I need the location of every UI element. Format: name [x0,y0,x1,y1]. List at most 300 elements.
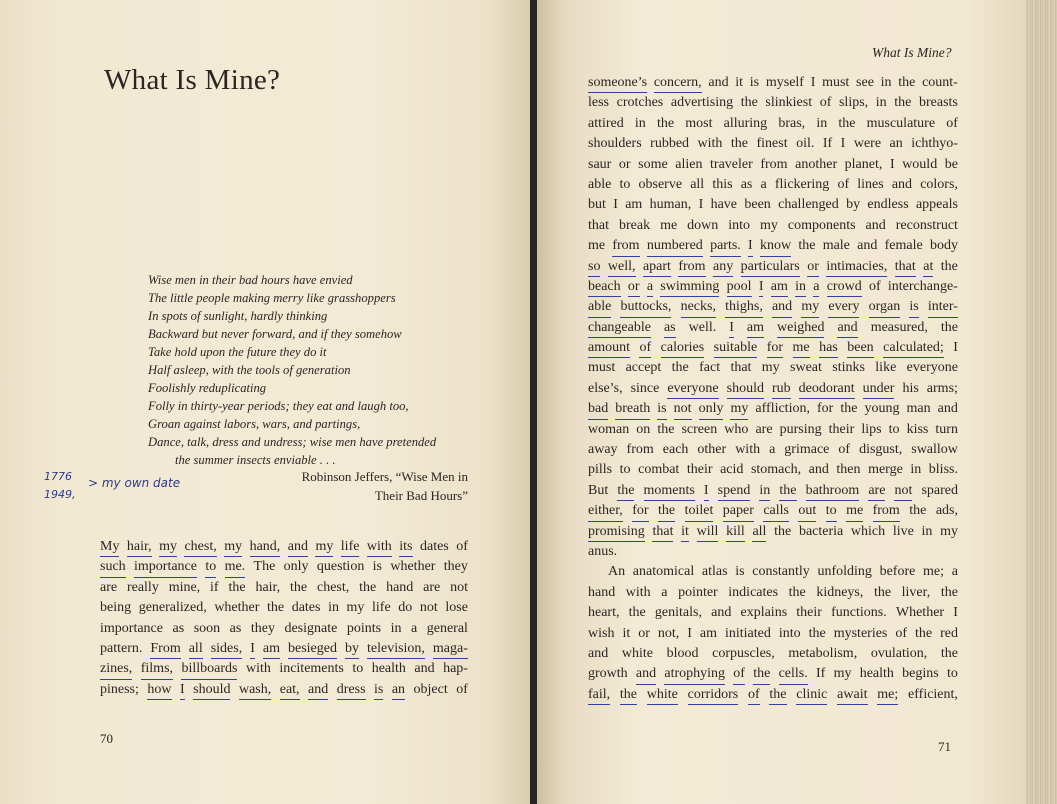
word: anus. [588,543,618,559]
word: the [617,481,634,501]
word: to [946,666,958,682]
text-line [588,420,958,440]
word: spend [718,481,751,501]
word: well. [688,319,717,335]
word: I [759,277,764,297]
word: of [456,539,468,554]
word: endless [867,197,909,213]
word: I [250,639,255,659]
word: bathroom [806,481,860,501]
word: bacteria [798,523,844,539]
word: the [267,600,285,616]
text-line [588,685,958,705]
word: designate [284,620,338,636]
word: I [748,236,753,256]
word: life [341,537,360,557]
word: amount [588,338,630,358]
word: slips, [838,95,869,111]
word: points [346,620,382,636]
word: less [588,95,609,111]
word: merge [868,462,903,478]
word: planet, [844,156,883,172]
word: me [660,217,678,233]
text-line [588,175,958,195]
word: to [352,661,364,677]
word: red [940,625,958,641]
word: or [638,625,650,641]
word: me [793,338,810,358]
text-line [588,583,958,603]
word: with [367,537,392,557]
word: fail, [588,685,610,705]
word: male [822,238,850,254]
word: whether [214,600,260,616]
word: musculature [866,115,936,131]
word: not [894,481,912,501]
word: constantly [752,564,810,580]
word: piness; [100,681,139,697]
word: apart [643,257,671,277]
word: pointer [678,584,718,600]
word: who [724,421,749,437]
word: another [795,156,838,172]
word: explains [740,605,788,621]
page-edges [1026,0,1057,804]
word: the [940,584,958,600]
word: all [752,522,766,542]
word: importance [134,557,197,577]
word: to [888,421,900,437]
text-line [588,114,958,134]
word: would [902,156,938,172]
word: inter- [928,297,958,317]
word: since [630,380,660,396]
word: away [588,442,618,458]
word: an [889,136,903,152]
word: each [662,442,689,458]
word: breath [615,399,650,419]
word: to [619,176,631,192]
word: and [711,605,732,621]
word: they [443,559,468,575]
word: alluring [723,115,768,131]
word: of [456,681,468,697]
word: atlas [701,564,728,580]
word: like [875,360,897,376]
text-line [588,93,958,113]
word: soon [193,620,221,636]
word: besieged [288,639,337,659]
word: of [837,176,850,192]
text-line [588,603,958,623]
word: my [315,537,333,557]
word: me. [225,557,246,577]
word: intimacies, [826,257,887,277]
word: pattern. [100,640,143,656]
word: am [263,639,280,659]
word: paper [723,501,754,521]
page-number-left: 70 [100,731,113,746]
word: the [228,579,246,595]
word: at [923,257,933,277]
word: the [838,115,856,131]
epigraph-poem [148,271,478,469]
word: swallow [911,442,958,458]
word: all [189,639,203,659]
word: it [735,75,744,90]
word: break [618,217,651,233]
word: they [250,620,275,636]
word: breasts [919,95,958,111]
word: the [788,584,806,600]
text-line [588,358,958,378]
word: have [710,197,738,213]
word: importance [100,620,163,636]
word: out [798,501,816,521]
word: corpuscles, [712,645,775,661]
word: else’s, [588,380,623,396]
word: An [608,564,626,580]
word: able [588,297,611,317]
text-line [100,659,468,679]
word: for [767,338,783,358]
epigraph-line: Half asleep, with the tools of generation [148,363,351,377]
word: But [588,482,609,498]
right-body-text [588,73,958,705]
epigraph-line: Foolishly reduplicating [148,381,267,395]
word: necks, [681,297,716,317]
word: being [100,600,132,616]
word: the [798,238,816,254]
word: of [639,338,651,358]
word: appeals [915,197,958,213]
word: colors, [920,176,958,192]
word: organ [869,297,901,317]
word: advertising [670,95,734,111]
word: then [836,462,861,478]
word: incitements [279,661,344,677]
attribution-line: Robinson Jeffers, “Wise Men in [301,469,468,484]
word: should [193,680,230,700]
word: and [837,318,857,338]
text-line [588,460,958,480]
word: a [760,176,767,192]
text-line [588,318,958,338]
word: my [940,523,958,539]
word: the [909,503,927,519]
word: lose [445,600,468,616]
word: the [656,115,675,131]
word: their [828,421,855,437]
word: an [392,680,405,700]
word: my [346,600,365,616]
word: with [245,661,271,677]
word: are [868,481,885,501]
word: everyone [906,360,958,376]
word: as [172,620,185,636]
word: are [100,579,118,595]
word: in [875,95,887,111]
word: bliss. [928,462,958,478]
word: into [778,625,801,641]
word: in [634,115,646,131]
word: calls [763,501,789,521]
word: calculated; [883,338,944,358]
word: indicates [728,584,779,600]
word: a [813,277,819,297]
word: in [816,115,828,131]
word: genitals, [654,605,702,621]
word: hap- [443,661,468,677]
text-line [100,598,468,618]
word: bras, [778,115,806,131]
word: some [638,156,668,172]
word: the [730,136,749,152]
word: under [863,379,895,399]
word: is [657,399,666,419]
text-line [588,522,958,542]
word: the [740,95,758,111]
text-line [588,73,958,93]
word: not, [657,625,680,641]
word: functions. [831,605,887,621]
word: slinkiest [765,95,813,111]
word: do [398,600,413,616]
word: my [224,537,242,557]
word: life [372,600,391,616]
word: concern, [654,73,702,93]
word: atrophying [664,664,725,684]
word: the [359,579,377,595]
word: has [819,338,838,358]
word: combat [638,462,680,478]
word: this [712,176,733,192]
handwritten-comment: > my own date [88,476,181,490]
word: must [822,75,850,90]
word: I [889,156,895,172]
word: I [698,197,704,213]
word: to [205,557,216,577]
word: hand [588,584,616,600]
word: dates [419,539,449,554]
word: moments [644,481,695,501]
word: only [283,559,309,575]
text-line [588,257,958,277]
word: metabolism, [788,645,858,661]
word: it [681,522,689,542]
left-body-text [100,537,468,700]
word: and [636,664,656,684]
word: measured, [870,319,928,335]
epigraph-line: Dance, talk, dress and undress; wise men have pretended [148,435,437,449]
word: hand, [250,537,281,557]
word: hair, [127,537,152,557]
word: efficient, [908,686,958,702]
epigraph-line: In spots of sunlight, hardly thinking [148,309,328,323]
word: a [951,564,958,580]
word: maga- [433,639,468,659]
word: hair, [255,579,281,595]
word: down [687,217,719,233]
word: know [760,236,791,256]
text-line [100,537,468,557]
word: is [735,564,745,580]
word: oil. [796,136,815,152]
word: on [636,421,651,437]
page-number-right: 71 [938,739,951,754]
text-line [588,624,958,644]
word: changeable [588,318,651,338]
word: were [853,136,882,152]
word: am [699,625,717,641]
word: my [761,360,780,376]
word: me; [877,685,898,705]
word: lines [857,176,884,192]
text-line [588,501,958,521]
word: by [345,639,359,659]
word: human, [649,197,692,213]
word: anatomical [632,564,695,580]
word: fact [699,360,721,376]
word: components [787,217,856,233]
word: been [744,197,771,213]
word: observe [638,176,683,192]
word: the [898,75,916,90]
word: screen [681,421,718,437]
word: be [944,156,958,172]
word: see [856,75,874,90]
word: my [833,666,852,682]
word: the [779,481,796,501]
word: its [399,537,412,557]
text-line [588,338,958,358]
word: question [316,559,365,575]
word: crotches [616,95,664,111]
word: not [450,579,468,595]
word: is [372,559,383,575]
word: that [588,217,609,233]
epigraph-line: the summer insects enviable . . . [175,453,336,467]
word: in [880,75,892,90]
word: white [647,685,678,705]
word: buttocks, [620,297,671,317]
word: are [755,421,773,437]
word: in [759,481,770,501]
word: so [588,257,600,277]
word: me; [923,564,945,580]
text-line [588,277,958,297]
word: should [727,379,764,399]
epigraph-line: The little people making merry like grasshoppers [148,291,396,305]
word: from [873,501,900,521]
word: young [864,401,900,417]
word: calories [661,338,705,358]
attribution-line: Their Bad Hours” [374,488,468,503]
word: I [704,481,709,501]
word: and [865,217,886,233]
word: of [895,625,908,641]
word: been [847,338,873,358]
word: kill [726,522,745,542]
word: the [808,625,826,641]
word: are [423,579,441,595]
word: toilet [685,501,714,521]
word: health [371,661,406,677]
word: that [895,257,916,277]
word: white [621,645,653,661]
word: chest, [184,537,216,557]
handwritten-year: 1949, [44,488,76,501]
word: promising [588,522,645,542]
word: rubbed [650,136,690,152]
text-line [100,578,468,598]
word: pills [588,462,613,478]
word: man [906,401,931,417]
word: health [859,666,894,682]
word: ads, [935,503,958,519]
word: well, [608,257,636,277]
word: I [613,197,618,213]
word: the [894,95,912,111]
word: rub [772,379,791,399]
word: my [801,297,819,317]
text-line [588,297,958,317]
word: corridors [688,685,739,705]
word: acid [720,462,744,478]
word: If [822,136,833,152]
word: thighs, [725,297,763,317]
word: all [690,176,705,192]
word: chest, [316,579,350,595]
word: Whether [895,605,945,621]
word: every [828,297,859,317]
word: lips [861,421,882,437]
word: the [915,625,933,641]
word: such [100,557,126,577]
word: his [902,380,919,396]
word: if [210,579,219,595]
epigraph-line: Folly in thirty-year periods; they eat and laugh too, [148,399,409,413]
running-head: What Is Mine? [872,45,952,60]
word: any [713,257,733,277]
word: and [708,75,729,90]
word: live [892,523,914,539]
text-line [588,134,958,154]
word: the [769,685,786,705]
word: in [328,600,339,616]
word: arms; [926,380,958,396]
word: as [740,176,753,192]
word: wish [588,625,615,641]
word: and [414,661,435,677]
word: for [632,501,648,521]
word: My [100,537,119,557]
word: a [647,277,653,297]
word: stomach, [750,462,802,478]
word: growth [588,666,628,682]
word: a [769,442,776,458]
word: swimming [660,277,719,297]
word: weighed [777,318,824,338]
epigraph-line: Backward but never forward, and if they somehow [148,327,402,341]
word: spared [921,482,958,498]
word: of [748,685,760,705]
word: attired [588,115,624,131]
word: of [733,664,745,684]
word: the [620,685,637,705]
word: stinks [832,360,865,376]
word: the [940,258,958,274]
